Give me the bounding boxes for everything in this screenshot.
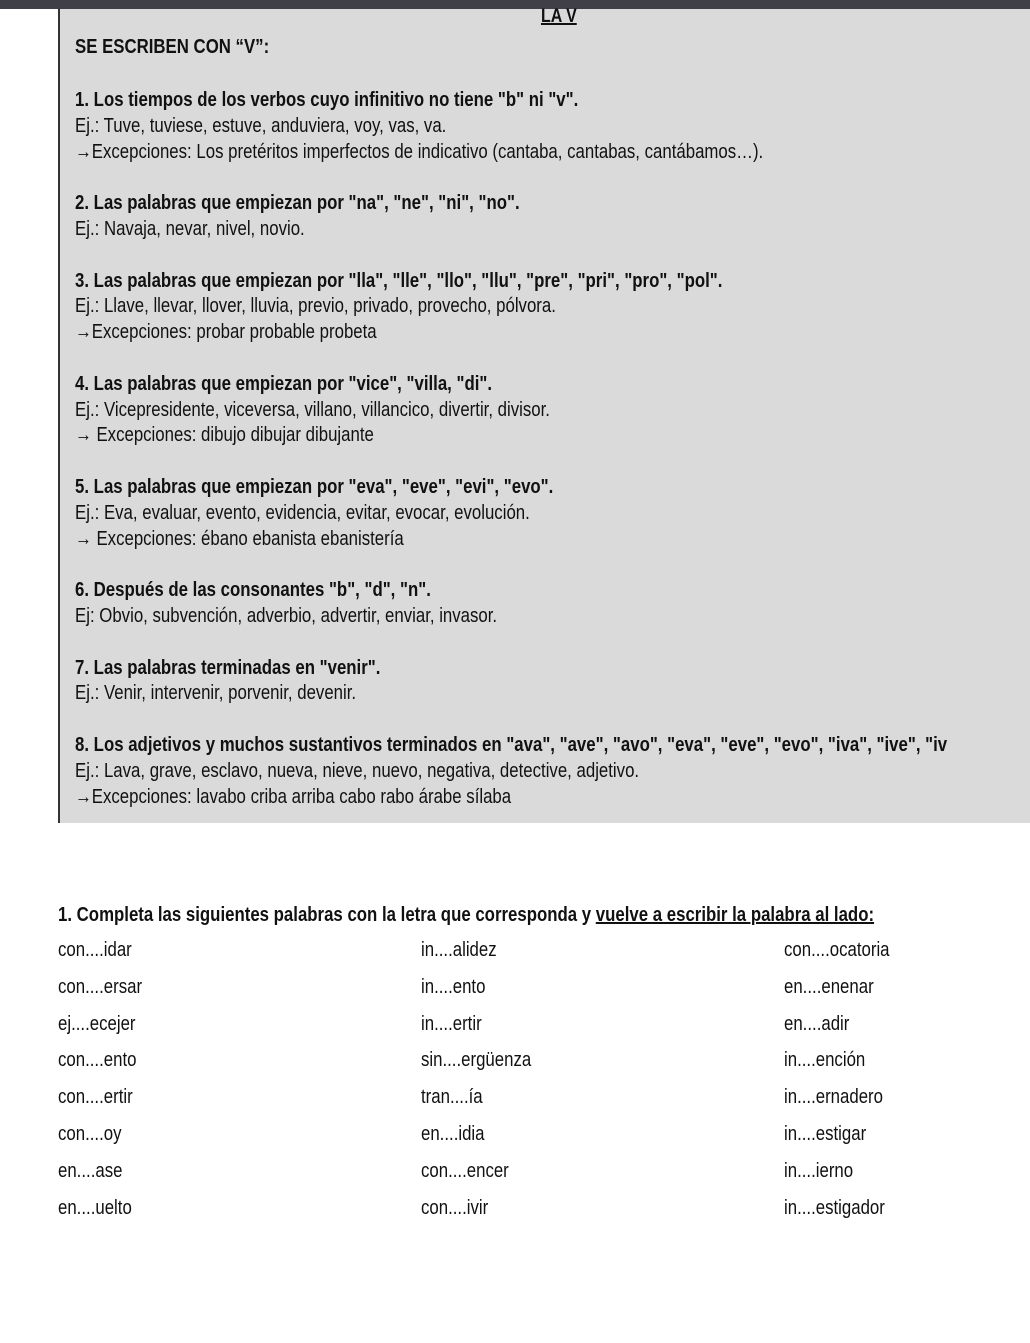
rule-exception: → Excepciones: dibujo dibujar dibujante bbox=[75, 424, 374, 447]
exercise-word: en....adir bbox=[784, 1012, 850, 1035]
exercise-word: en....ase bbox=[58, 1159, 123, 1182]
page-title: LA V bbox=[541, 6, 577, 27]
exercise-word: con....ento bbox=[58, 1049, 137, 1072]
exercise-word: in....alidez bbox=[421, 939, 497, 961]
rule-example: Ej.: Lava, grave, esclavo, nueva, nieve, nuevo, negativa, detective, adjetivo. bbox=[75, 759, 640, 782]
exercise-word: con....ocatoria bbox=[784, 939, 890, 961]
rule-rule: 6. Después de las consonantes "b", "d", "n". bbox=[75, 579, 431, 602]
exercise-word: in....ertir bbox=[421, 1012, 482, 1035]
rule-exception: →Excepciones: probar probable probeta bbox=[75, 321, 377, 344]
rule-exception: →Excepciones: lavabo criba arriba cabo rabo árabe sílaba bbox=[75, 785, 512, 808]
rule-exception: → Excepciones: ébano ebanista ebanistería bbox=[75, 527, 404, 550]
exercise-word: con....oy bbox=[58, 1123, 122, 1145]
exercise-word: ej....ecejer bbox=[58, 1012, 136, 1035]
exercise-title-underlined: vuelve a escribir la palabra al lado: bbox=[595, 904, 875, 926]
rule-rule: 8. Los adjetivos y muchos sustantivos terminados en "ava", "ave", "avo", "eva", "eve", "evo", "iva", "ive", "iv bbox=[75, 733, 948, 756]
exercise-word: en....idia bbox=[421, 1123, 485, 1145]
section-heading: SE ESCRIBEN CON “V”: bbox=[75, 36, 270, 58]
exercise-word: in....ierno bbox=[784, 1159, 854, 1182]
exercise-title-text: 1. Completa las siguientes palabras con la letra que corresponda y bbox=[58, 904, 596, 926]
exercise-word: in....estigador bbox=[784, 1196, 885, 1219]
exercise-word: con....idar bbox=[58, 939, 132, 961]
rule-example: Ej: Obvio, subvención, adverbio, advertir, enviar, invasor. bbox=[75, 604, 498, 627]
rule-rule: 3. Las palabras que empiezan por "lla", "lle", "llo", "llu", "pre", "pri", "pro", "pol". bbox=[75, 269, 723, 292]
exercise-word: in....ento bbox=[421, 975, 486, 998]
exercise-word: sin....ergüenza bbox=[421, 1049, 532, 1072]
window-top-bar bbox=[0, 0, 1030, 9]
rule-example: Ej.: Vicepresidente, viceversa, villano, villancico, divertir, divisor. bbox=[75, 398, 550, 421]
exercise-word: con....ivir bbox=[421, 1196, 489, 1219]
rule-rule: 5. Las palabras que empiezan por "eva", "eve", "evi", "evo". bbox=[75, 475, 554, 498]
rule-rule: 1. Los tiempos de los verbos cuyo infinitivo no tiene "b" ni "v". bbox=[75, 89, 579, 111]
exercise-title bbox=[58, 903, 874, 927]
rule-example: Ej.: Navaja, nevar, nivel, novio. bbox=[75, 217, 305, 240]
rule-example: Ej.: Venir, intervenir, porvenir, devenir. bbox=[75, 682, 357, 705]
rule-rule: 4. Las palabras que empiezan por "vice", "villa, "di". bbox=[75, 372, 493, 395]
exercise-word: en....enenar bbox=[784, 975, 874, 998]
exercise-word: in....ernadero bbox=[784, 1086, 884, 1109]
exercise-word: con....ersar bbox=[58, 975, 143, 998]
rule-example: Ej.: Tuve, tuviese, estuve, anduviera, voy, vas, va. bbox=[75, 114, 447, 137]
exercise-word: con....ertir bbox=[58, 1086, 133, 1109]
rule-rule: 7. Las palabras terminadas en "venir". bbox=[75, 656, 381, 679]
exercise-word: en....uelto bbox=[58, 1196, 132, 1219]
exercise-word: in....estigar bbox=[784, 1123, 867, 1145]
rule-example: Ej.: Llave, llevar, llover, lluvia, previo, privado, provecho, pólvora. bbox=[75, 295, 556, 318]
exercise-word: in....ención bbox=[784, 1049, 866, 1072]
exercise-word: con....encer bbox=[421, 1159, 509, 1182]
exercise-word: tran....ía bbox=[421, 1086, 483, 1109]
rule-exception: →Excepciones: Los pretéritos imperfectos de indicativo (cantaba, cantabas, cantábamos…). bbox=[75, 140, 764, 163]
rule-rule: 2. Las palabras que empiezan por "na", "ne", "ni", "no". bbox=[75, 192, 520, 215]
rule-example: Ej.: Eva, evaluar, evento, evidencia, evitar, evocar, evolución. bbox=[75, 501, 530, 524]
